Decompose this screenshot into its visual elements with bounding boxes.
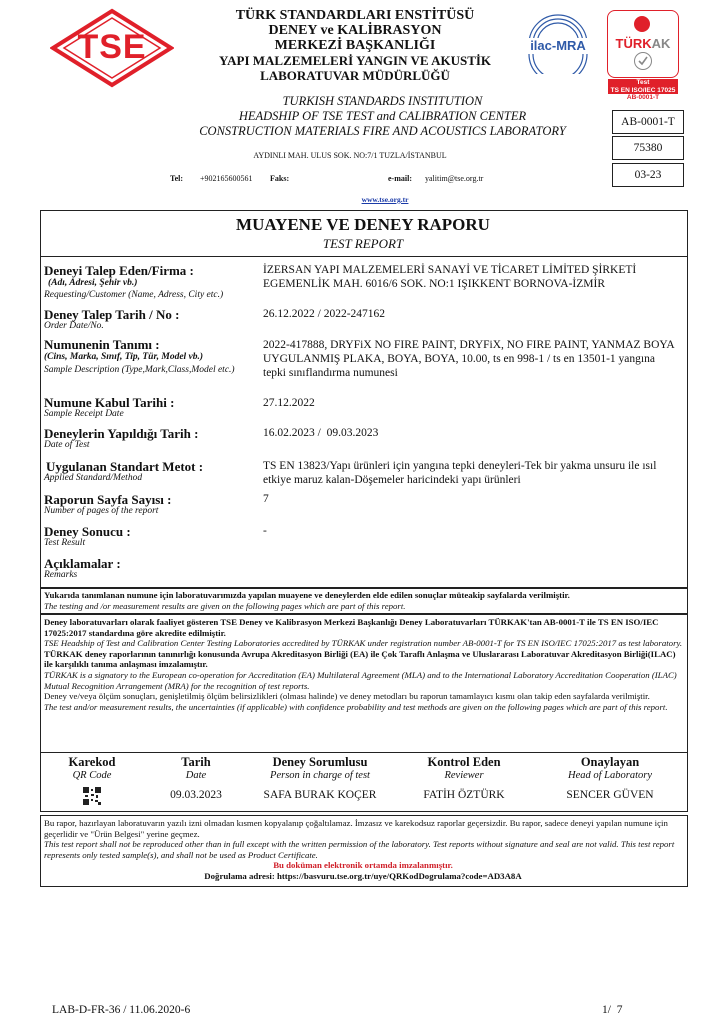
ref-box-date-code bbox=[612, 163, 684, 187]
field-value: 16.02.2023 / 09.03.2023 bbox=[263, 427, 379, 439]
signature-divider bbox=[40, 752, 687, 753]
signature-head: Onaylayan bbox=[580, 755, 640, 769]
signature-sub: Head of Laboratory bbox=[568, 770, 652, 781]
field-value: 26.12.2022 / 2022-247162 bbox=[263, 308, 386, 320]
accreditation-p1-en: TSE Headship of Test and Calibration Center Testing Laboratories accredited by TÜRKAK under registration number AB-0001-T for TS EN ISO/IEC 17025:2017 as test laboratory. bbox=[44, 638, 683, 649]
field-value: 2022-417888, DRYFiX NO FIRE PAINT, DRYFiX, NO FIRE PAINT, YANMAZ BOYA UYGULANMIŞ PLAKA, BOYA, BOYA, 10.00, ts en 998-1 / ts en 13501-1 yangına tepki sınıflandırma numunesi bbox=[263, 339, 675, 379]
address: AYDINLI MAH. ULUS SOK. NO:7/1 TUZLA/İSTANBUL bbox=[253, 151, 447, 160]
field-value: 7 bbox=[263, 493, 269, 505]
field-label-en: Requesting/Customer (Name, Adress, City etc.) bbox=[44, 290, 224, 300]
check-icon bbox=[634, 52, 652, 70]
title-line-1: TÜRK STANDARDLARI ENSTİTÜSÜ bbox=[235, 8, 475, 23]
email-value: yalitim@tse.org.tr bbox=[425, 174, 484, 183]
signature-tester bbox=[245, 755, 395, 801]
accreditation-p1-tr: Deney laboratuvarları olarak faaliyet gösteren TSE Deney ve Kalibrasyon Merkezi Başkanlığı Deney Laboratuvarları TÜRKAK'tan AB-0001-T ile TS EN ISO/IEC 17025:2017 standardına göre akredite edilmiştir. bbox=[44, 617, 659, 638]
turkak-caption-1: Test bbox=[636, 79, 650, 86]
field-label: Deney Talep Tarih / No : bbox=[44, 307, 180, 322]
institution-title-en bbox=[170, 94, 595, 139]
fax-label: Faks: bbox=[270, 174, 290, 183]
ilac-mra-text: ilac-MRA bbox=[521, 38, 595, 53]
field-value: 27.12.2022 bbox=[263, 397, 315, 409]
disclaimer-tr: Bu rapor, hazırlayan laboratuvarın yazılı izni olmadan kısmen kopyalanıp çoğaltılamaz. İmzasız ve karekodsuz raporlar geçersizdir. Bu rapor, sadece deneyi yapılan numune için geçerlidir ve "Ürün Belgesi" yerine geçmez. bbox=[44, 818, 668, 839]
field-label-sub: (Cins, Marka, Sınıf, Tip, Tür, Model vb.) bbox=[44, 352, 204, 362]
accreditation-notes bbox=[44, 617, 684, 712]
ref-date-code: 03-23 bbox=[634, 169, 662, 181]
ref-report-no: 75380 bbox=[633, 142, 663, 154]
signature-reviewer bbox=[398, 755, 530, 801]
notice-results-tr: Yukarıda tanımlanan numune için laboratuvarımızda yapılan muayene ve deneylerden elde edilen sonuçlar müteakip sayfalarda verilmiştir. bbox=[44, 590, 570, 600]
turkak-name-ak: AK bbox=[651, 36, 671, 51]
electronic-signature-note: Bu doküman elektronik ortamda imzalanmıştır. bbox=[273, 860, 453, 871]
field-label: Deneyi Talep Eden/Firma : bbox=[44, 263, 194, 278]
field-label-en: Date of Test bbox=[44, 440, 90, 450]
field-label: Deneylerin Yapıldığı Tarih : bbox=[44, 426, 199, 441]
title-line-3: MERKEZİ BAŞKANLIĞI bbox=[274, 38, 436, 53]
field-label-sub: (Adı, Adresi, Şehir vb.) bbox=[48, 278, 138, 288]
signature-value: SAFA BURAK KOÇER bbox=[263, 789, 377, 801]
turkak-caption-3: AB-0001-T bbox=[608, 94, 678, 102]
notice-results-en: The testing and /or measurement results are given on the following pages which are part of this report. bbox=[44, 601, 406, 611]
title-en-line-1: TURKISH STANDARDS INSTITUTION bbox=[282, 94, 483, 108]
signature-date bbox=[150, 755, 242, 801]
title-line-5: LABORATUVAR MÜDÜRLÜĞÜ bbox=[260, 68, 450, 83]
page-number: 1/ 7 bbox=[602, 1004, 623, 1016]
field-value: - bbox=[263, 525, 267, 537]
turkak-name bbox=[607, 36, 679, 51]
signature-sub: Date bbox=[185, 770, 207, 781]
field-value: TS EN 13823/Yapı ürünleri için yangına tepki deneyleri-Tek bir yakma unsuru ile ısıl etkiye maruz kalan-Döşemeler haricindeki yapı ürünleri bbox=[263, 460, 657, 486]
field-label-en: Applied Standard/Method bbox=[44, 473, 143, 483]
field-value: İZERSAN YAPI MALZEMELERİ SANAYİ VE TİCARET LİMİTED ŞİRKETİ EGEMENLİK MAH. 6016/6 SOK. NO:1 IŞIKKENT BORNOVA-İZMİR bbox=[263, 264, 637, 290]
ref-box-accreditation bbox=[612, 110, 684, 134]
signature-value: SENCER GÜVEN bbox=[566, 789, 654, 801]
tse-logo-text: TSE bbox=[77, 28, 147, 66]
title-en-line-3: CONSTRUCTION MATERIALS FIRE AND ACOUSTICS LABORATORY bbox=[199, 124, 566, 138]
ref-box-report-no bbox=[612, 136, 684, 160]
field-label: Uygulanan Standart Metot : bbox=[46, 459, 204, 474]
institution-title-tr bbox=[190, 8, 520, 83]
field-label-en: Remarks bbox=[44, 570, 78, 580]
signature-qr bbox=[42, 755, 142, 805]
signature-sub: Reviewer bbox=[444, 770, 484, 781]
signature-sub: Person in charge of test bbox=[270, 770, 370, 781]
signature-approver bbox=[535, 755, 685, 801]
field-label: Raporun Sayfa Sayısı : bbox=[44, 492, 172, 507]
field-label-en: Number of pages of the report bbox=[44, 506, 159, 516]
title-divider bbox=[40, 256, 687, 257]
field-label-en: Test Result bbox=[44, 538, 86, 548]
field-label-en: Sample Receipt Date bbox=[44, 409, 124, 419]
form-code: LAB-D-FR-36 / 11.06.2020-6 bbox=[52, 1004, 191, 1016]
verification-url[interactable]: https://basvuru.tse.org.tr/uye/QRKodDogrulama?code=AD3A8A bbox=[276, 870, 522, 881]
tse-logo bbox=[50, 8, 174, 88]
report-subtitle: TEST REPORT bbox=[322, 236, 404, 251]
signature-head: Tarih bbox=[181, 755, 211, 769]
turkak-caption bbox=[608, 79, 678, 102]
website-link[interactable]: www.tse.org.tr bbox=[361, 195, 409, 204]
verification-line bbox=[44, 871, 682, 882]
tel-label: Tel: bbox=[170, 174, 184, 183]
accreditation-p2-tr: TÜRKAK deney raporlarının tanınırlığı konusunda Avrupa Akreditasyon Birliği (EA) ile Çok Taraflı Anlaşma ve Uluslararası Laboratuvar Akreditasyon Birliği(ILAC) ile karşılıklı tanıma anlaşması imzalamıştır. bbox=[44, 648, 676, 670]
turkak-logo bbox=[607, 10, 679, 108]
accreditation-p3-tr: Deney ve/veya ölçüm sonuçları, genişletilmiş ölçüm belirsizlikleri (olması halinde) ve deney metodları bu raporun tamamlayıcı kısmı olan takip eden sayfalarda verilmiştir. bbox=[44, 691, 650, 702]
ref-accreditation-no: AB-0001-T bbox=[621, 116, 675, 128]
signature-head: Karekod bbox=[68, 755, 116, 769]
field-label-en: Sample Description (Type,Mark,Class,Model etc.) bbox=[44, 365, 235, 375]
email-label: e-mail: bbox=[388, 174, 412, 183]
turkak-caption-2: TS EN ISO/IEC 17025 bbox=[610, 86, 676, 94]
turkak-emblem bbox=[634, 16, 650, 32]
disclaimer-en: This test report shall not be reproduced other than in full except with the written permission of the laboratory. Test reports without signature and seal are not valid. This test report represents only tested sample(s), and shall not be used as Product Certificate. bbox=[44, 839, 675, 860]
report-title: MUAYENE VE DENEY RAPORU bbox=[236, 215, 490, 234]
turkak-name-tur: TÜRK bbox=[615, 36, 652, 51]
verification-label: Doğrulama adresi: bbox=[204, 870, 275, 881]
title-line-2: DENEY ve KALİBRASYON bbox=[268, 23, 442, 38]
field-label: Açıklamalar : bbox=[44, 556, 121, 571]
field-label: Numune Kabul Tarihi : bbox=[44, 395, 175, 410]
signature-head: Deney Sorumlusu bbox=[272, 755, 368, 769]
ilac-mra-logo bbox=[521, 14, 595, 74]
qr-code-icon bbox=[83, 787, 101, 805]
field-label: Deney Sonucu : bbox=[44, 524, 131, 539]
signature-sub: QR Code bbox=[72, 770, 112, 781]
signature-head: Kontrol Eden bbox=[427, 755, 501, 769]
tel-value: +902165600561 bbox=[200, 174, 253, 183]
accreditation-p2-en: TÜRKAK is a signatory to the European co-operation for Accreditation (EA) Multilateral Agreement (MLA) and to the International Laboratory Accreditation Cooperation (ILAC) Mutual Recognition Arrangement (MRA) for the recognition of test reports. bbox=[44, 669, 677, 691]
accreditation-p3-en: The test and/or measurement results, the uncertainties (if applicable) with confidence probability and test methods are given on the following pages which are part of this report. bbox=[44, 701, 668, 712]
field-label: Numunenin Tanımı : bbox=[44, 337, 160, 352]
signature-value: 09.03.2023 bbox=[170, 789, 222, 801]
title-en-line-2: HEADSHIP OF TSE TEST and CALIBRATION CENTER bbox=[238, 109, 527, 123]
field-label-en: Order Date/No. bbox=[44, 321, 104, 331]
disclaimer bbox=[44, 818, 682, 882]
signature-value: FATİH ÖZTÜRK bbox=[423, 789, 505, 801]
title-line-4: YAPI MALZEMELERİ YANGIN VE AKUSTİK bbox=[218, 53, 492, 68]
